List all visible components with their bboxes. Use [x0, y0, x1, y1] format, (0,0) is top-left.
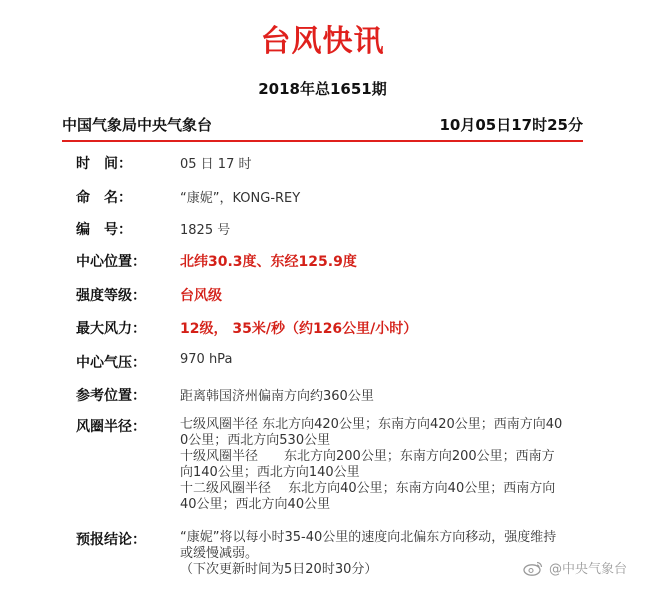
field-label: 参考位置： — [76, 388, 146, 404]
wind-radius-line: 40公里；西北方向40公里 — [180, 497, 331, 512]
field-label: 中心位置： — [76, 254, 146, 270]
header-row — [62, 114, 583, 135]
forecast-line: “康妮”将以每小时35-40公里的速度向北偏东方向移动，强度维持 — [180, 530, 557, 545]
weibo-watermark — [523, 558, 627, 577]
page-title: 台风快讯 — [260, 24, 385, 59]
forecast-text — [180, 530, 580, 578]
field-value: 12级， 35米/秒（约126公里/小时） — [180, 321, 418, 337]
watermark-text: @中央气象台 — [548, 562, 627, 577]
forecast-line: （下次更新时间为5日20时30分） — [180, 562, 378, 577]
wind-radius-line: 十级风圈半径 东北方向200公里；东南方向200公里；西南方 — [180, 449, 555, 464]
field-label: 编 号： — [76, 222, 132, 238]
field-label: 中心气压： — [76, 355, 146, 371]
forecast-line: 或缓慢减弱。 — [180, 546, 259, 561]
field-label: 预报结论： — [76, 532, 146, 548]
field-value: “康妮”，KONG-REY — [180, 191, 301, 206]
wind-radius-line: 十二级风圈半径 东北方向40公里；东南方向40公里；西南方向 — [180, 481, 556, 496]
field-label: 风圈半径： — [76, 419, 146, 435]
field-value: 1825 号 — [180, 223, 231, 238]
field-value: 北纬30.3度、东经125.9度 — [180, 254, 357, 270]
field-label: 时 间： — [76, 156, 132, 172]
field-label: 最大风力： — [76, 321, 146, 337]
issue-datetime: 10月05日17时25分 — [439, 116, 583, 134]
red-divider — [62, 140, 583, 142]
agency-name: 中国气象局中央气象台 — [62, 116, 213, 134]
wind-radius-text — [180, 417, 580, 513]
field-value: 距离韩国济州偏南方向约360公里 — [180, 389, 374, 404]
wind-radius-line: 0公里；西北方向530公里 — [180, 433, 331, 448]
field-value: 970 hPa — [180, 352, 233, 367]
weibo-icon — [523, 560, 543, 576]
field-label: 命 名： — [76, 190, 132, 206]
field-value: 05 日 17 时 — [180, 157, 252, 172]
issue-number: 2018年总1651期 — [258, 80, 387, 98]
field-label: 强度等级： — [76, 288, 146, 304]
field-value: 台风级 — [180, 288, 222, 304]
wind-radius-line: 向140公里；西北方向140公里 — [180, 465, 360, 480]
wind-radius-line: 七级风圈半径 东北方向420公里；东南方向420公里；西南方向40 — [180, 417, 563, 432]
